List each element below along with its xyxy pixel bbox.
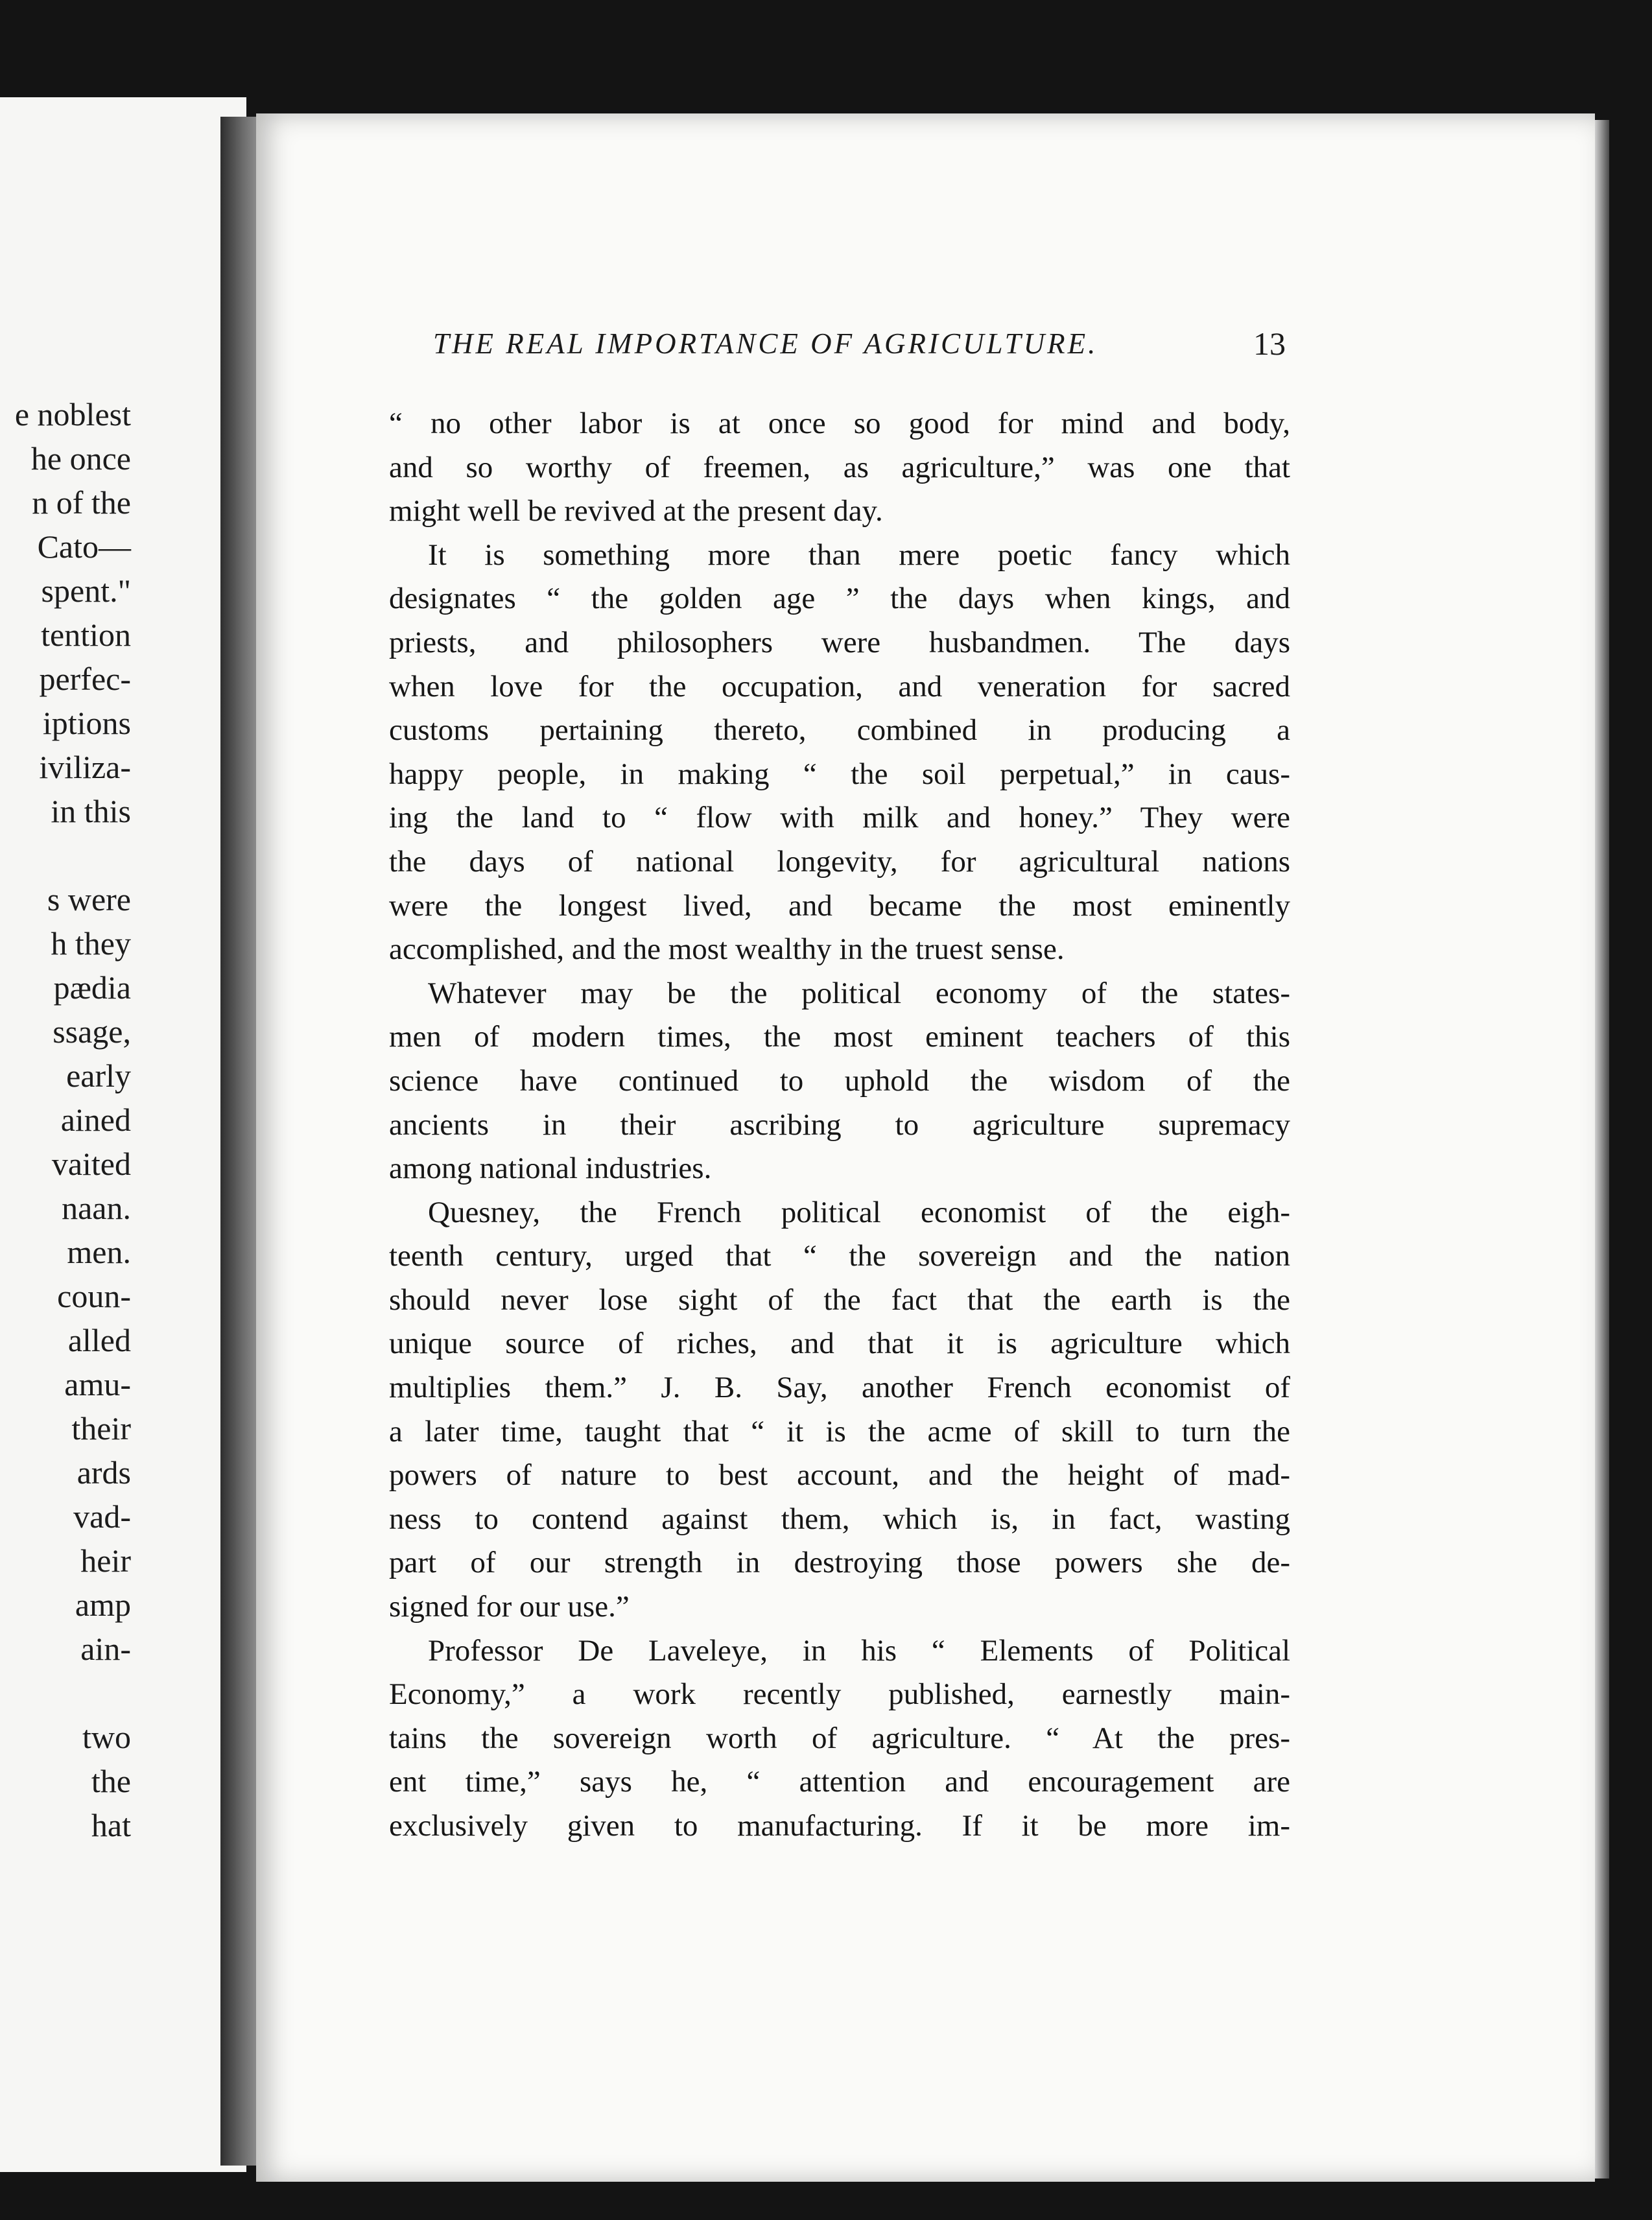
text-line: tains the sovereign worth of agriculture. “ At the pres- <box>389 1721 1290 1755</box>
page-number: 13 <box>1253 325 1286 362</box>
text-line: a later time, taught that “ it is the acme of skill to turn the <box>389 1414 1290 1448</box>
text-line: signed for our use.” <box>389 1590 630 1624</box>
text-line: ness to contend against them, which is, in fact, wasting <box>389 1502 1290 1536</box>
facing-line: h they <box>51 925 131 962</box>
running-head <box>433 318 1286 370</box>
paragraph-first-line: It is something more than mere poetic fancy which <box>428 537 1290 572</box>
text-line: and so worthy of freemen, as agriculture,” was one that <box>389 450 1290 484</box>
facing-line-gap <box>0 833 131 877</box>
facing-line: ssage, <box>53 1013 131 1050</box>
text-line: ancients in their ascribing to agriculture supremacy <box>389 1107 1290 1142</box>
text-line: men of modern times, the most eminent teachers of this <box>389 1020 1290 1054</box>
paragraph-first-line: Quesney, the French political economist of the eigh- <box>428 1195 1290 1229</box>
text-line: the days of national longevity, for agricultural nations <box>389 844 1290 879</box>
text-line: when love for the occupation, and veneration for sacred <box>389 669 1290 703</box>
body-text <box>389 402 1290 1848</box>
facing-line: vaited <box>51 1146 131 1182</box>
facing-line: heir <box>80 1542 131 1579</box>
facing-line: hat <box>91 1807 131 1843</box>
text-line: powers of nature to best account, and the height of mad- <box>389 1458 1290 1493</box>
facing-line: tention <box>41 617 131 653</box>
paragraph-first-line: Professor De Laveleye, in his “ Elements of Political <box>428 1633 1290 1668</box>
text-line: might well be revived at the present day. <box>389 494 883 528</box>
facing-line: two <box>82 1719 131 1755</box>
facing-line: naan. <box>62 1190 131 1226</box>
text-line: part of our strength in destroying those powers she de- <box>389 1546 1290 1580</box>
facing-line: Cato— <box>37 528 131 565</box>
facing-line: their <box>71 1410 131 1447</box>
text-line: teenth century, urged that “ the sovereign and the nation <box>389 1239 1290 1273</box>
facing-line: ards <box>77 1454 131 1491</box>
page-edge-shadow <box>1595 120 1609 2179</box>
facing-line: perfec- <box>39 661 131 697</box>
text-line: “ no other labor is at once so good for mind and body, <box>389 407 1290 440</box>
facing-line: n of the <box>32 484 131 521</box>
facing-page <box>0 97 246 2172</box>
running-title: THE REAL IMPORTANCE OF AGRICULTURE. <box>433 327 1098 360</box>
text-line: Economy,” a work recently published, earnestly main- <box>389 1677 1290 1712</box>
text-line: priests, and philosophers were husbandmen. The days <box>389 625 1290 659</box>
text-line: science have continued to uphold the wisdom of the <box>389 1063 1290 1098</box>
facing-line: vad- <box>73 1498 131 1535</box>
text-line: should never lose sight of the fact that the earth is the <box>389 1282 1290 1317</box>
facing-line: ained <box>60 1102 131 1138</box>
text-line: among national industries. <box>389 1151 712 1186</box>
facing-line: early <box>66 1057 131 1094</box>
facing-line: pædia <box>53 969 131 1006</box>
facing-line-gap <box>0 1671 131 1715</box>
text-line: exclusively given to manufacturing. If it be more im- <box>389 1809 1290 1843</box>
facing-line: s were <box>47 881 131 917</box>
facing-line: alled <box>67 1322 131 1358</box>
facing-line: in this <box>51 793 131 829</box>
facing-line: amu- <box>64 1366 131 1402</box>
facing-line: spent." <box>41 573 131 609</box>
text-line: were the longest lived, and became the most eminently <box>389 888 1290 923</box>
facing-line: the <box>91 1763 131 1799</box>
text-line: ent time,” says he, “ attention and encouragement are <box>389 1765 1290 1799</box>
text-line: ing the land to “ flow with milk and honey.” They were <box>389 801 1290 835</box>
paragraph-first-line: Whatever may be the political economy of the states- <box>428 976 1290 1010</box>
facing-line: amp <box>75 1587 131 1623</box>
text-line: customs pertaining thereto, combined in producing a <box>389 713 1290 748</box>
facing-line: he once <box>30 440 131 477</box>
text-line: designates “ the golden age ” the days when kings, and <box>389 582 1290 616</box>
text-line: unique source of riches, and that it is agriculture which <box>389 1327 1290 1361</box>
facing-line: men. <box>67 1234 131 1270</box>
facing-line: e noblest <box>14 396 131 432</box>
text-line: happy people, in making “ the soil perpetual,” in caus- <box>389 757 1290 791</box>
facing-line: iptions <box>42 705 131 741</box>
text-line: accomplished, and the most wealthy in the truest sense. <box>389 932 1065 967</box>
facing-page-text <box>0 392 131 1847</box>
text-line: multiplies them.” J. B. Say, another French economist of <box>389 1371 1290 1405</box>
facing-line: ain- <box>80 1631 131 1667</box>
facing-line: coun- <box>57 1278 131 1314</box>
facing-line: iviliza- <box>39 749 131 785</box>
